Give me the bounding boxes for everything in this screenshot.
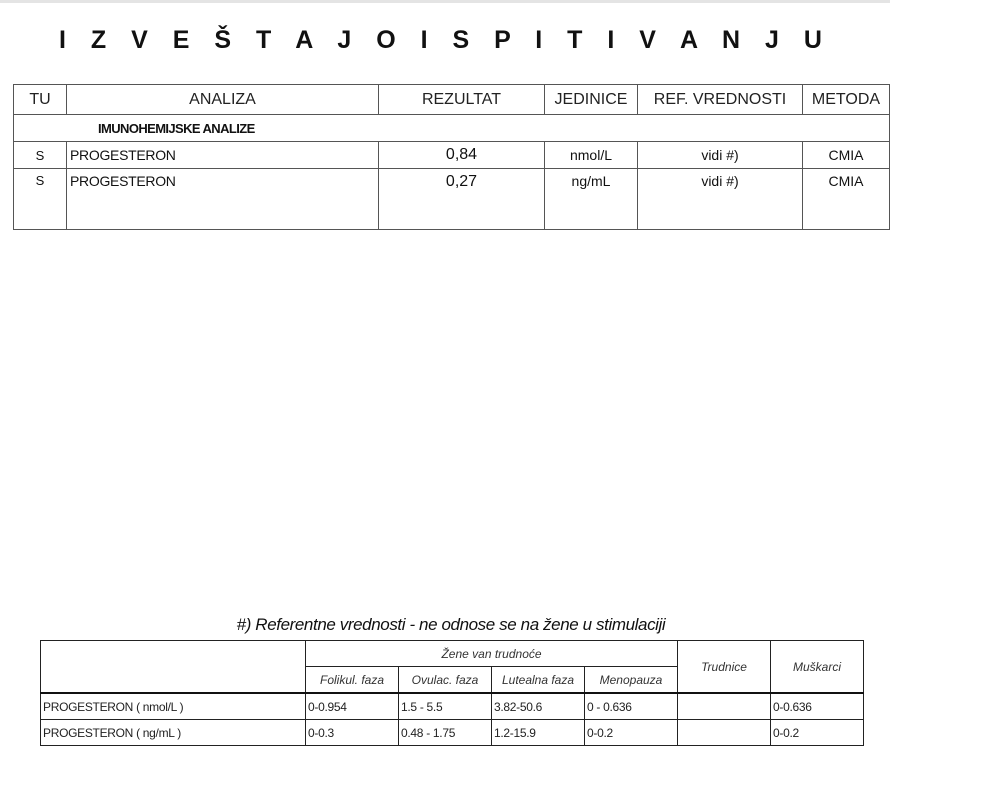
top-rule (0, 0, 890, 3)
header-metoda: METODA (803, 85, 890, 115)
report-title: I Z V E Š T A J O I S P I T I V A N J U (59, 26, 831, 54)
header-analiza: ANALIZA (67, 85, 379, 115)
table-row (14, 142, 890, 169)
reference-cell-menopauza: 0-0.2 (585, 720, 678, 746)
header-tu: TU (14, 85, 67, 115)
reference-header-menopauza: Menopauza (585, 667, 678, 694)
reference-cell-folikul: 0-0.954 (306, 693, 399, 720)
reference-row-label: PROGESTERON ( ng/mL ) (41, 720, 306, 746)
cell-rezultat: 0,27 (379, 169, 545, 230)
cell-metoda: CMIA (803, 142, 890, 169)
reference-cell-luteal: 3.82-50.6 (492, 693, 585, 720)
header-jedinice: JEDINICE (545, 85, 638, 115)
table-row (41, 693, 864, 720)
reference-cell-ovulac: 1.5 - 5.5 (399, 693, 492, 720)
reference-cell-ovulac: 0.48 - 1.75 (399, 720, 492, 746)
reference-header-folikul: Folikul. faza (306, 667, 399, 694)
reference-cell-menopauza: 0 - 0.636 (585, 693, 678, 720)
reference-cell-muskarci: 0-0.636 (771, 693, 864, 720)
header-rezultat: REZULTAT (379, 85, 545, 115)
reference-row-label: PROGESTERON ( nmol/L ) (41, 693, 306, 720)
reference-header-luteal: Lutealna faza (492, 667, 585, 694)
cell-analiza: PROGESTERON (67, 169, 379, 230)
reference-header-ovulac: Ovulac. faza (399, 667, 492, 694)
cell-metoda: CMIA (803, 169, 890, 230)
reference-corner-cell (41, 641, 306, 694)
cell-jedinice: nmol/L (545, 142, 638, 169)
reference-cell-trudnice (678, 720, 771, 746)
reference-cell-muskarci: 0-0.2 (771, 720, 864, 746)
cell-tu: S (14, 169, 67, 230)
reference-caption: #) Referentne vrednosti - ne odnose se na žene u stimulaciji (236, 615, 666, 634)
cell-ref: vidi #) (638, 142, 803, 169)
table-row (14, 169, 890, 230)
cell-tu: S (14, 142, 67, 169)
reference-cell-luteal: 1.2-15.9 (492, 720, 585, 746)
cell-ref: vidi #) (638, 169, 803, 230)
reference-header-trudnice: Trudnice (678, 641, 771, 694)
reference-header-muskarci: Muškarci (771, 641, 864, 694)
results-table (13, 84, 890, 230)
header-ref-vrednosti: REF. VREDNOSTI (638, 85, 803, 115)
reference-cell-folikul: 0-0.3 (306, 720, 399, 746)
results-header-row (14, 85, 890, 115)
reference-cell-trudnice (678, 693, 771, 720)
reference-group-row (41, 641, 864, 667)
table-row (41, 720, 864, 746)
cell-rezultat: 0,84 (379, 142, 545, 169)
reference-group-header: Žene van trudnoće (306, 641, 678, 667)
cell-jedinice: ng/mL (545, 169, 638, 230)
cell-analiza: PROGESTERON (67, 142, 379, 169)
section-row (14, 115, 890, 142)
section-label: IMUNOHEMIJSKE ANALIZE (14, 115, 890, 142)
reference-table (40, 640, 864, 746)
